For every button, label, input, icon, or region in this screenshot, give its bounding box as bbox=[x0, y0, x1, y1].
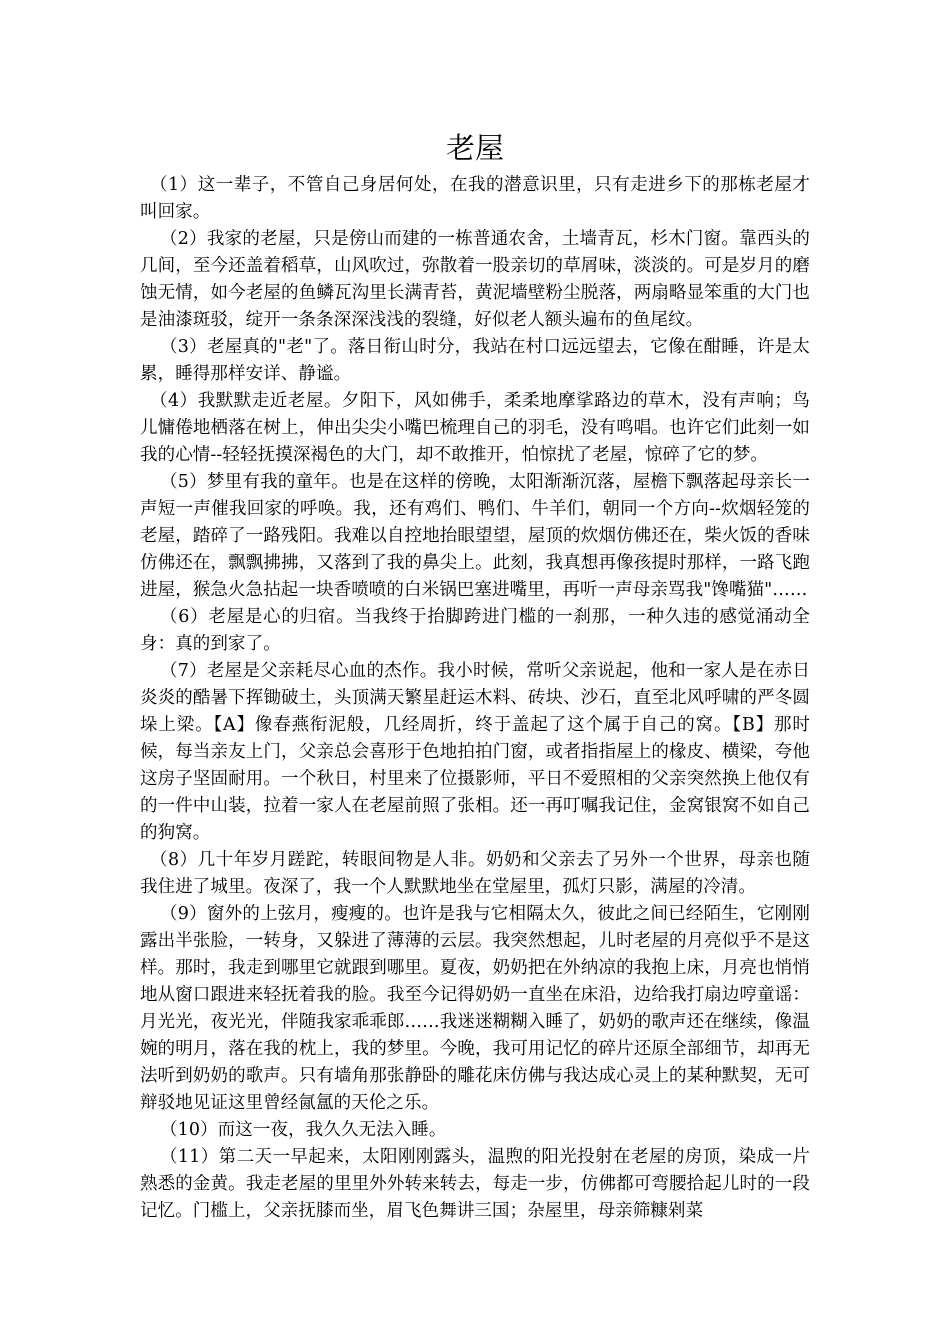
paragraph-1: （1）这一辈子，不管自己身居何处，在我的潜意识里，只有走进乡下的那栋老屋才叫回家。 bbox=[140, 175, 810, 222]
paragraph-2: （2）我家的老屋，只是傍山而建的一栋普通农舍，土墙青瓦，杉木门窗。靠西头的几间，至今还盖着稻草，山风吹过，弥散着一股亲切的草屑味，淡淡的。可是岁月的磨蚀无情，如今老屋的鱼鳞瓦沟里长满青苔，黄泥墙壁粉尘脱落，两扇略显笨重的大门也是油漆斑驳，绽开一条条深深浅浅的裂缝，好似老人额头遍布的鱼尾纹。 bbox=[140, 229, 810, 330]
paragraph-7: （7）老屋是父亲耗尽心血的杰作。我小时候，常听父亲说起，他和一家人是在赤日炎炎的酷暑下挥锄破土，头顶满天繁星赶运木料、砖块、沙石，直至北风呼啸的严冬圆垛上梁。【A】像春燕衔泥般，几经周折，终于盖起了这个属于自己的窝。【B】那时候，每当亲友上门，父亲总会喜形于色地拍拍门窗，或者指指屋上的椽皮、横梁，夸他这房子坚固耐用。一个秋日，村里来了位摄影师，平日不爱照相的父亲突然换上他仅有的一件中山装，拉着一家人在老屋前照了张相。还一再叮嘱我记住，金窝银窝不如自己的狗窝。 bbox=[140, 661, 810, 843]
paragraph-8: （8）几十年岁月蹉跎，转眼间物是人非。奶奶和父亲去了另外一个世界，母亲也随我住进了城里。夜深了，我一个人默默地坐在堂屋里，孤灯只影，满屋的冷清。 bbox=[140, 850, 810, 897]
paragraph-6: （6）老屋是心的归宿。当我终于抬脚跨进门槛的一刹那，一种久违的感觉涌动全身：真的到家了。 bbox=[140, 607, 810, 654]
article-body bbox=[140, 172, 810, 1225]
paragraph-4: （4）我默默走近老屋。夕阳下，风如佛手，柔柔地摩挲路边的草木，没有声响；鸟儿慵倦地栖落在树上，伸出尖尖小嘴巴梳理自己的羽毛，没有鸣唱。也许它们此刻一如我的心情--轻轻抚摸深褐色的大门，却不敢推开，怕惊扰了老屋，惊碎了它的梦。 bbox=[140, 391, 810, 465]
paragraph-9: （9）窗外的上弦月，瘦瘦的。也许是我与它相隔太久，彼此之间已经陌生，它刚刚露出半张脸，一转身，又躲进了薄薄的云层。我突然想起，儿时老屋的月亮似乎不是这样。那时，我走到哪里它就跟到哪里。夏夜，奶奶把在外纳凉的我抱上床，月亮也悄悄地从窗口跟进来轻抚着我的脸。我至今记得奶奶一直坐在床沿，边给我打扇边哼童谣：月光光，夜光光，伴随我家乖乖郎……我迷迷糊糊入睡了，奶奶的歌声还在继续，像温婉的明月，落在我的枕上，我的梦里。今晚，我可用记忆的碎片还原全部细节，却再无法听到奶奶的歌声。只有墙角那张静卧的雕花床仿佛与我达成心灵上的某种默契，无可辩驳地见证这里曾经氤氲的天伦之乐。 bbox=[140, 904, 810, 1113]
document-title: 老屋 bbox=[445, 131, 504, 165]
paragraph-10: （10）而这一夜，我久久无法入睡。 bbox=[160, 1120, 447, 1140]
paragraph-3: （3）老屋真的"老"了。落日衔山时分，我站在村口远远望去，它像在酣睡，许是太累，睡得那样安详、静谧。 bbox=[140, 337, 810, 384]
paragraph-11: （11）第二天一早起来，太阳刚刚露头，温煦的阳光投射在老屋的房顶，染成一片熟悉的金黄。我走老屋的里里外外转来转去，每走一步，仿佛都可弯腰拾起儿时的一段记忆。门槛上，父亲抚膝而坐，眉飞色舞讲三国；杂屋里，母亲筛糠剁菜 bbox=[140, 1147, 810, 1221]
paragraph-5: （5）梦里有我的童年。也是在这样的傍晚，太阳渐渐沉落，屋檐下飘落起母亲长一声短一声催我回家的呼唤。我，还有鸡们、鸭们、牛羊们，朝同一个方向--炊烟轻笼的老屋，踏碎了一路残阳。我难以自控地抬眼望望，屋顶的炊烟仿佛还在，柴火饭的香味仿佛还在，飘飘拂拂，又落到了我的鼻尖上。此刻，我真想再像孩提时那样，一路飞跑进屋，猴急火急拈起一块香喷喷的白米锅巴塞进嘴里，再听一声母亲骂我"馋嘴猫"…… bbox=[140, 472, 810, 600]
